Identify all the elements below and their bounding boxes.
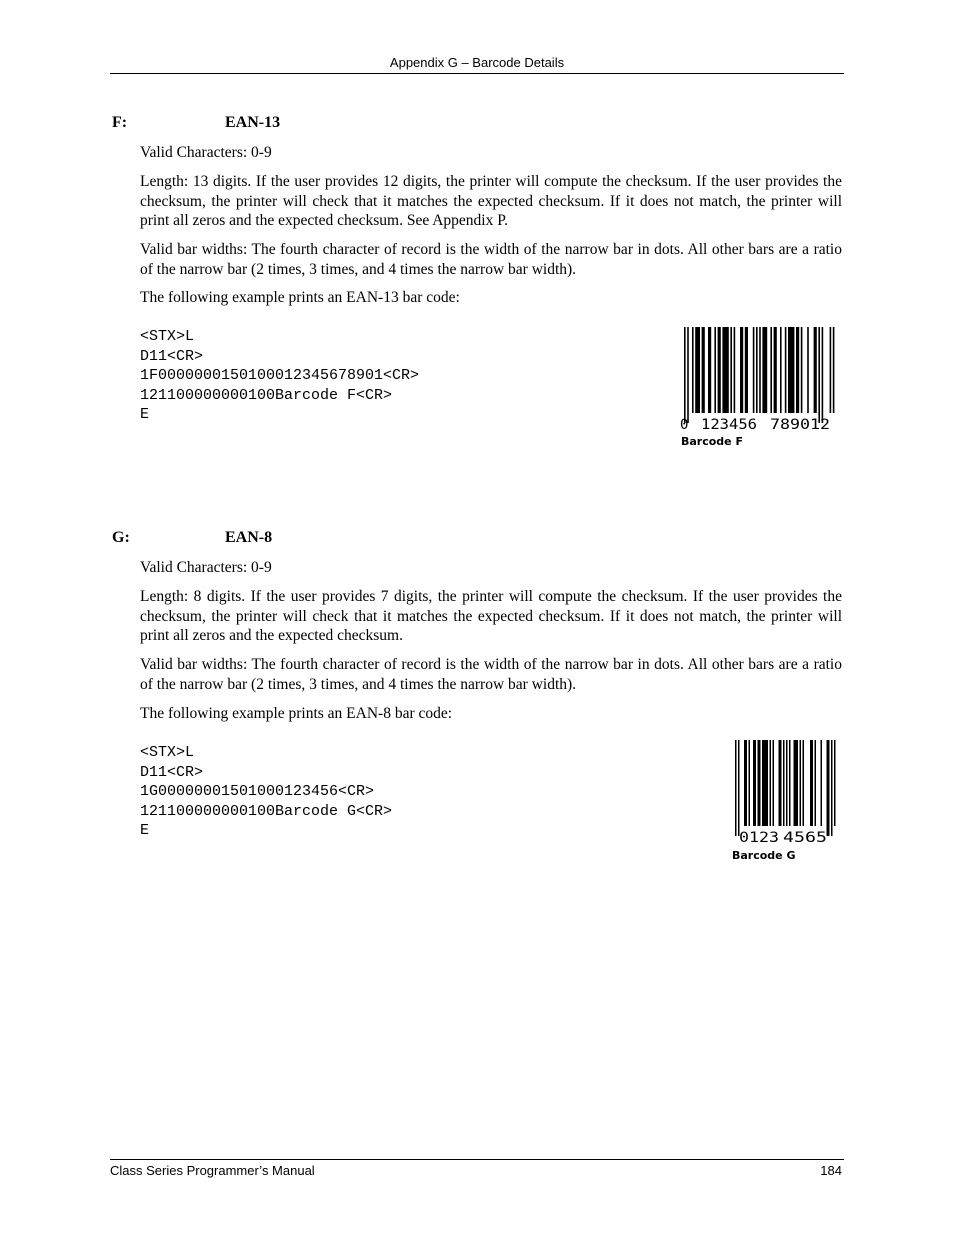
section-g-valid-characters: Valid Characters: 0-9: [140, 559, 272, 576]
barcode-bar: [708, 327, 711, 413]
section-f-length: Length: 13 digits. If the user provides 12 digits, the printer will compute the checksum. If the user provides the checksum, the printer will check that it matches the expected checksum. If it does not match, the printer will print all zeros and the expected checksum. See Appendix P.: [140, 173, 842, 229]
barcode-bar: [695, 327, 700, 413]
barcode-bar: [744, 740, 747, 826]
barcode-bar: [770, 327, 772, 413]
code-line: D11<CR>: [140, 763, 204, 781]
barcode-bar: [722, 327, 728, 413]
barcode-bar: [794, 740, 799, 826]
barcode-bar: [773, 740, 775, 826]
barcode-bar: [753, 740, 756, 826]
barcode-bars: [684, 327, 834, 423]
section-f-bar-widths: Valid bar widths: The fourth character of record is the width of the narrow bar in dots. All other bars are a ratio of the narrow bar (2 times, 3 times, and 4 times the narrow bar width).: [140, 241, 842, 278]
section-g-example-intro: The following example prints an EAN-8 bar code:: [140, 705, 453, 722]
barcode-bar: [830, 327, 832, 413]
code-line: <STX>L: [140, 328, 195, 345]
section-f-title: EAN-13: [225, 114, 281, 131]
barcode-bar: [762, 327, 767, 413]
barcode-bar: [687, 327, 689, 423]
barcode-bar: [827, 740, 830, 836]
barcode-bar: [734, 327, 736, 413]
code-line: 1G00000001501000123456<CR>: [140, 783, 375, 800]
footer-page-number: 184: [820, 1163, 842, 1178]
barcode-caption: Barcode G: [732, 849, 796, 862]
footer-rule: [110, 1159, 844, 1160]
barcode-bar: [822, 327, 824, 423]
section-f-letter: F:: [112, 114, 128, 131]
page-header: Appendix G – Barcode Details: [389, 55, 565, 70]
ean8-barcode-image: [731, 738, 837, 864]
barcode-bar: [814, 327, 817, 413]
barcode-bar: [833, 327, 835, 413]
barcode-bar: [735, 740, 737, 836]
section-f-code-block: [140, 327, 419, 425]
barcode-digits-left: 0123: [739, 830, 779, 846]
barcode-bar: [788, 327, 794, 413]
barcode-bar: [756, 327, 758, 413]
barcode-bar: [749, 740, 751, 826]
section-g-length: Length: 8 digits. If the user provides 7 digits, the printer will compute the checksum. If the user provides the checksum, the printer will check that it matches the expected checksum. If it does not match, the printer will print all zeros and the expected checksum.: [140, 588, 842, 644]
barcode-bar: [821, 740, 823, 826]
barcode-bar: [789, 740, 791, 826]
section-f-valid-characters: Valid Characters: 0-9: [140, 144, 272, 161]
barcode-bar: [831, 740, 833, 836]
barcode-bar: [801, 327, 803, 413]
code-line: E: [140, 406, 150, 423]
barcode-bars: [735, 740, 836, 836]
code-line: 1F0000000150100012345678901<CR>: [140, 367, 420, 384]
code-line: E: [140, 822, 150, 839]
barcode-bar: [796, 327, 799, 413]
barcode-bar: [684, 327, 686, 423]
barcode-bar: [714, 327, 716, 413]
barcode-bar: [810, 740, 813, 826]
barcode-bar: [738, 740, 740, 836]
barcode-digits-right: 4565: [783, 830, 827, 846]
code-line: 121100000000100Barcode G<CR>: [140, 802, 393, 820]
barcode-bar: [807, 327, 809, 413]
code-line: 121100000000100Barcode F<CR>: [140, 386, 393, 404]
barcode-bar: [745, 327, 748, 413]
barcode-bar: [692, 327, 694, 413]
barcode-bar: [718, 327, 721, 413]
section-g-code-block: [140, 743, 392, 841]
barcode-bar: [786, 740, 788, 826]
barcode-bar: [762, 740, 768, 826]
barcode-bar: [803, 740, 805, 826]
barcode-bar: [800, 740, 802, 826]
ean13-barcode-image: [680, 325, 838, 450]
barcode-bar: [815, 740, 817, 826]
barcode-bar: [759, 327, 761, 413]
barcode-caption: Barcode F: [681, 435, 743, 448]
barcode-bar: [730, 327, 732, 413]
barcode-digits-left: 0: [680, 417, 689, 433]
barcode-bar: [758, 740, 761, 826]
section-g-letter: G:: [112, 529, 130, 546]
section-g-bar-widths: Valid bar widths: The fourth character of record is the width of the narrow bar in dots. All other bars are a ratio of the narrow bar (2 times, 3 times, and 4 times the narrow bar width).: [140, 656, 842, 693]
barcode-bar: [753, 327, 755, 413]
barcode-digits-mid: 123456: [701, 417, 757, 433]
header-rule: [110, 73, 844, 74]
barcode-bar: [774, 327, 777, 413]
barcode-bar: [779, 740, 782, 826]
code-line: D11<CR>: [140, 347, 204, 365]
barcode-bar: [818, 327, 820, 423]
section-f-example-intro: The following example prints an EAN-13 bar code:: [140, 289, 460, 306]
code-line: <STX>L: [140, 744, 195, 761]
barcode-bar: [783, 740, 785, 826]
barcode-bar: [740, 327, 743, 413]
footer-manual-title: Class Series Programmer’s Manual: [110, 1163, 315, 1178]
barcode-bar: [770, 740, 772, 826]
barcode-bar: [785, 327, 787, 413]
barcode-bar: [780, 327, 782, 413]
barcode-bar: [834, 740, 836, 826]
barcode-digits-right: 789012: [770, 417, 830, 433]
barcode-bar: [702, 327, 705, 413]
section-g-title: EAN-8: [225, 529, 273, 546]
